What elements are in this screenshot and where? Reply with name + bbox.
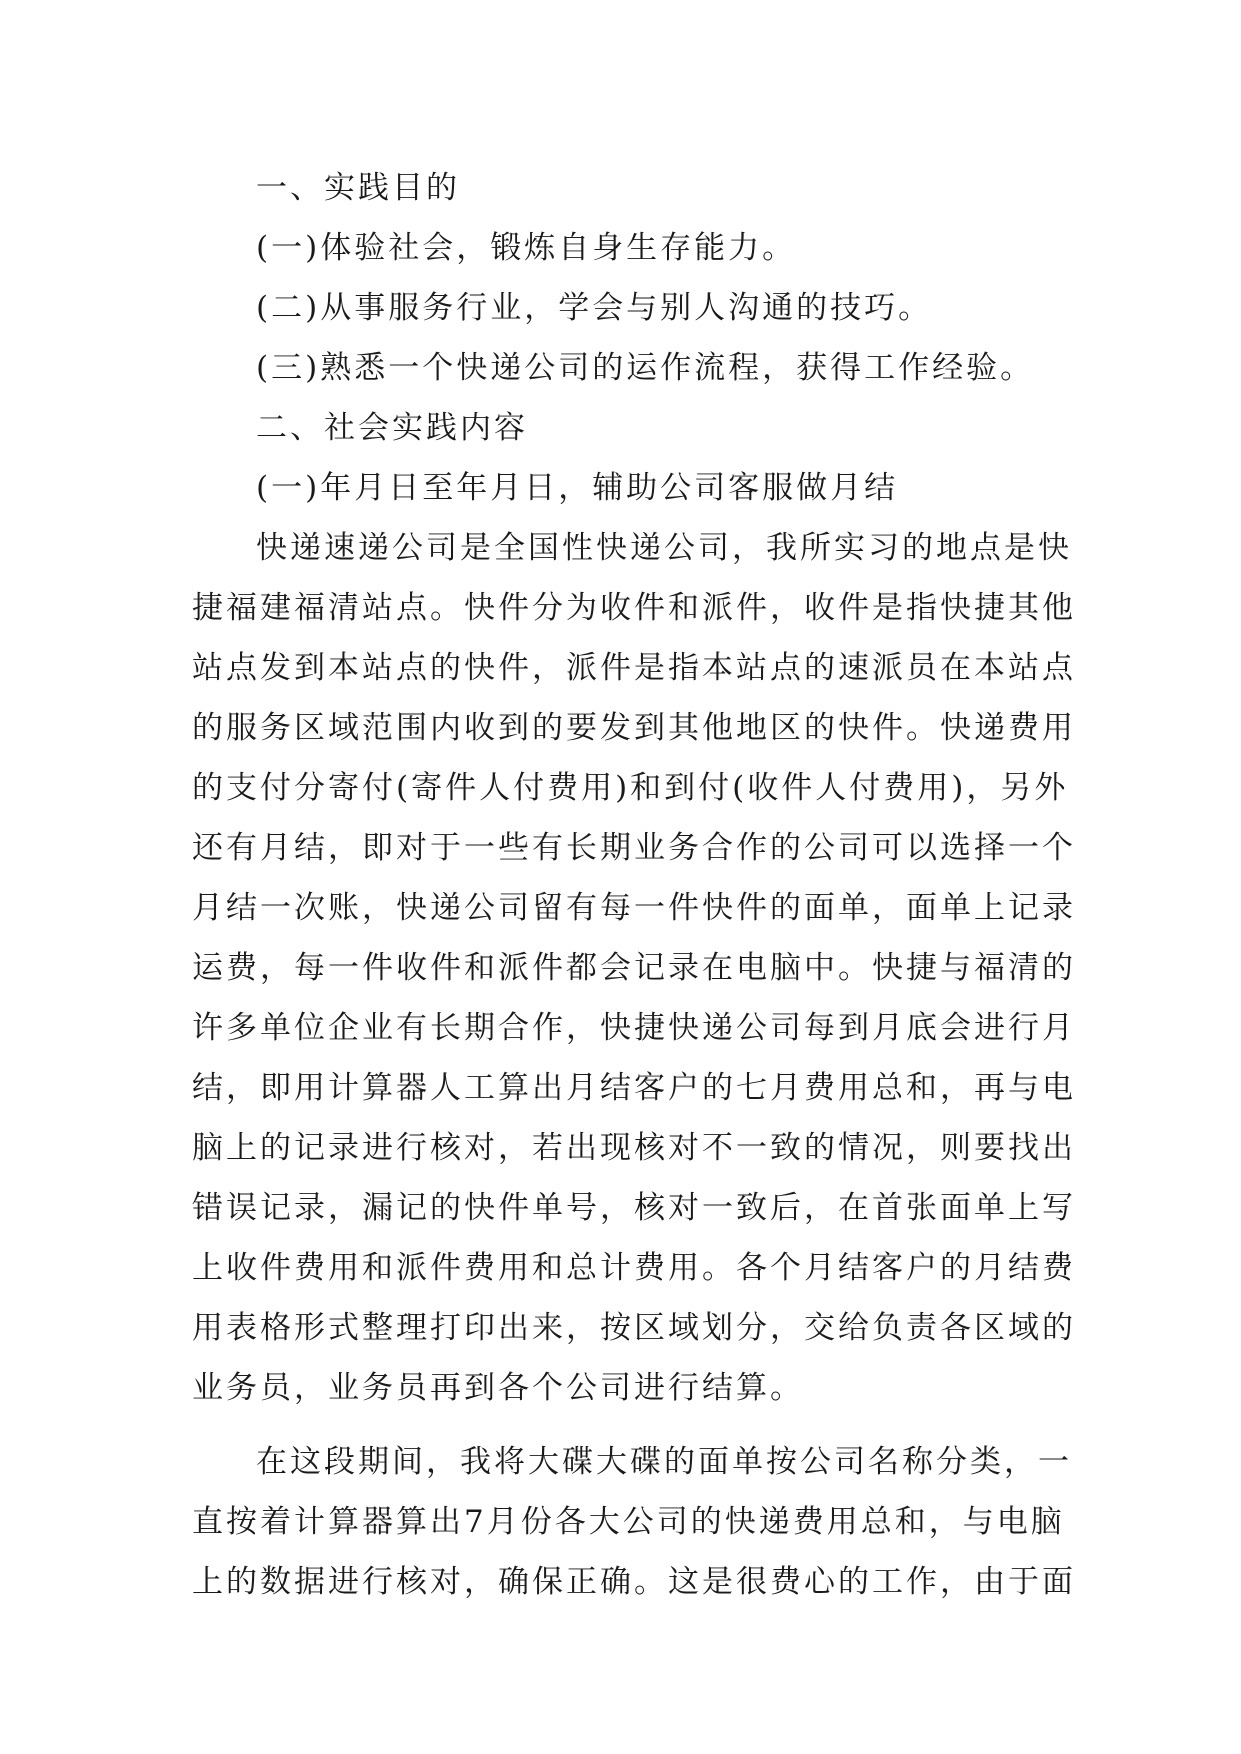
paragraph-line: 结，即用计算器人工算出月结客户的七月费用总和，再与电 bbox=[192, 1070, 1076, 1106]
paragraph-line: 在这段期间，我将大碟大碟的面单按公司名称分类，一 bbox=[256, 1444, 1072, 1480]
paragraph-line: 还有月结，即对于一些有长期业务合作的公司可以选择一个 bbox=[192, 830, 1076, 866]
section-heading-practice-purpose: 一、实践目的 bbox=[256, 170, 460, 206]
content-item-1: (一)年月日至年月日，辅助公司客服做月结 bbox=[256, 470, 899, 506]
paragraph-line: 快递速递公司是全国性快递公司，我所实习的地点是快 bbox=[256, 530, 1072, 566]
paragraph-line: 直按着计算器算出7月份各大公司的快递费用总和，与电脑 bbox=[192, 1504, 1065, 1540]
paragraph-line: 站点发到本站点的快件，派件是指本站点的速派员在本站点 bbox=[192, 650, 1076, 686]
paragraph-line: 许多单位企业有长期合作，快捷快递公司每到月底会进行月 bbox=[192, 1010, 1076, 1046]
purpose-item-2: (二)从事服务行业，学会与别人沟通的技巧。 bbox=[256, 290, 933, 326]
paragraph-line: 月结一次账，快递公司留有每一件快件的面单，面单上记录 bbox=[192, 890, 1076, 926]
section-heading-practice-content: 二、社会实践内容 bbox=[256, 410, 528, 446]
paragraph-line: 脑上的记录进行核对，若出现核对不一致的情况，则要找出 bbox=[192, 1130, 1076, 1166]
paragraph-line: 捷福建福清站点。快件分为收件和派件，收件是指快捷其他 bbox=[192, 590, 1076, 626]
purpose-item-3: (三)熟悉一个快递公司的运作流程，获得工作经验。 bbox=[256, 350, 1035, 386]
paragraph-line: 运费，每一件收件和派件都会记录在电脑中。快捷与福清的 bbox=[192, 950, 1076, 986]
document-body bbox=[192, 158, 1076, 1612]
paragraph-line: 上的数据进行核对，确保正确。这是很费心的工作，由于面 bbox=[192, 1564, 1076, 1600]
paragraph-gap bbox=[192, 1418, 1052, 1432]
paragraph-line: 上收件费用和派件费用和总计费用。各个月结客户的月结费 bbox=[192, 1250, 1076, 1286]
purpose-item-1: (一)体验社会，锻炼自身生存能力。 bbox=[256, 230, 797, 266]
paragraph-line: 的服务区域范围内收到的要发到其他地区的快件。快递费用 bbox=[192, 710, 1076, 746]
paragraph-line: 用表格形式整理打印出来，按区域划分，交给负责各区域的 bbox=[192, 1310, 1076, 1346]
paragraph-line: 的支付分寄付(寄件人付费用)和到付(收件人付费用)，另外 bbox=[192, 770, 1069, 806]
paragraph-line: 错误记录，漏记的快件单号，核对一致后，在首张面单上写 bbox=[192, 1190, 1076, 1226]
paragraph-line: 业务员，业务员再到各个公司进行结算。 bbox=[192, 1370, 804, 1406]
